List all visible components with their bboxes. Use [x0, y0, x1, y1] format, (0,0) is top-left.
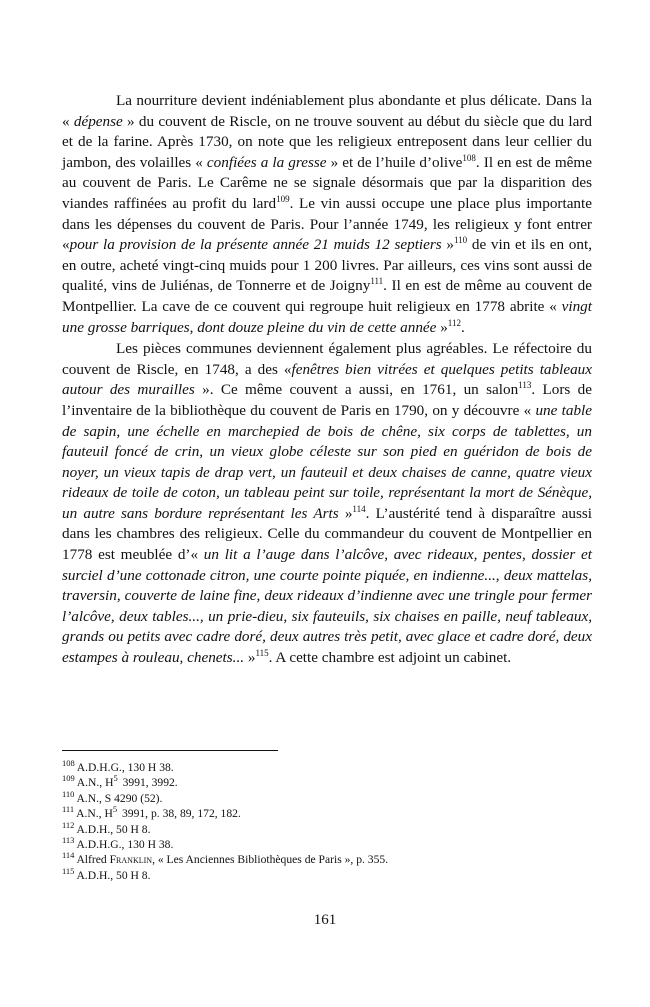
note-reference: 113 — [518, 380, 532, 391]
text-run: Les pièces communes deviennent également plus agréables. Le réfectoire du couvent de Riscle, en 1748, a des « — [62, 340, 592, 378]
footnote — [62, 865, 592, 883]
footnote-number: 112 — [62, 819, 75, 830]
footnote-text — [76, 804, 241, 821]
note-reference: 110 — [454, 235, 468, 246]
footnote-number: 113 — [62, 835, 75, 846]
text-run: A.D.H., 50 H 8. — [76, 822, 151, 836]
footnotes — [62, 760, 592, 883]
quotation-italic: fenêtres bien vitrées et quelques petits tableaux autour des murailles — [62, 360, 592, 399]
footnote-text — [77, 761, 174, 774]
text-run: » — [338, 504, 353, 522]
text-run: » et de l’huile d’olive — [326, 153, 463, 171]
quotation-italic: une table de sapin, une échelle en marchepied de bois de chêne, six corps de tablettes, un fauteuil foncé de crin, un vieux globe céleste sur son pied en guéridon de bois de noyer, un vieux tapis de drap vert, un fauteuil et deux chaises de canne, quatre vieux rideaux de toile de coton, un tableau peint sur toile, représentant la mort de Sénèque, un autre sans bordure représentant les Arts — [62, 401, 592, 522]
text-run: Alfred — [76, 853, 110, 867]
text-run: A.D.H.G., 130 H 38. — [76, 838, 174, 852]
footnote-number: 109 — [62, 773, 75, 784]
footnote — [62, 788, 592, 806]
note-reference: 109 — [276, 193, 290, 204]
quotation-italic: pour la provision de la présente année 21 muids 12 septiers — [69, 236, 442, 254]
text-run: La nourriture devient indéniablement plus abondante et plus délicate. Dans la « — [62, 92, 592, 130]
text-run: de vin et ils en ont, en outre, acheté vingt-cinq muids pour 1 200 livres. Par ailleurs, ces vins sont aussi de qualité, vins de Juliénas, de Tonnerre et de Joigny — [62, 236, 592, 295]
page-number: 161 — [313, 912, 337, 928]
footnote — [62, 806, 592, 821]
footnote-text — [76, 853, 388, 866]
quotation-italic: un lit a l’auge dans l’alcôve, avec rideaux, pentes, dossier et surciel d’une cottonade citron, une courte pointe piquée, en indienne..., deux mattelas, traversin, couverte de laine fine, deux rideaux d’indienne avec une tringle pour fermer l’alcôve, deux tables..., un prie-dieu, six fauteuils, six chaises en paille, neuf tableaux, grands ou petits avec cadre doré, deux autres très petit, avec glace et cadre doré, deux estampes à rouleau, chenets... — [62, 546, 593, 667]
note-reference: 115 — [255, 648, 269, 659]
text-run: . Lors de l’inventaire de la bibliothèque du couvent de Paris en 1790, on y découvre « — [62, 381, 592, 419]
text-run: A.D.H., 50 H 8. — [76, 868, 151, 882]
note-reference: 5 — [112, 804, 118, 815]
text-run: ». Ce même couvent a aussi, en 1761, un salon — [194, 381, 519, 399]
note-reference: 112 — [447, 317, 461, 328]
footnote — [62, 760, 592, 775]
quotation-italic: vingt une grosse barriques, dont douze pleine du vin de cette année — [62, 297, 592, 336]
text-run: » — [436, 318, 448, 336]
text-run: . Le vin aussi occupe une place plus importante dans les dépenses du couvent de Paris. Pour l’année 1749, les religieux y font entrer « — [62, 194, 592, 254]
footnote-number: 114 — [62, 850, 75, 861]
text-run: » — [441, 236, 455, 254]
text-run: A.N., H — [76, 807, 113, 821]
text-run: A.N., H — [76, 776, 114, 790]
text-run: 3991, 3992. — [119, 776, 178, 790]
note-reference: 108 — [462, 152, 476, 163]
paragraph — [62, 339, 592, 669]
text-run: A.N., S 4290 (52). — [76, 791, 163, 805]
footnote — [62, 775, 592, 790]
author-name: Franklin — [109, 853, 153, 867]
paragraph — [62, 91, 592, 338]
quotation-italic: confiées a la gresse — [206, 153, 327, 171]
note-reference: 114 — [352, 503, 366, 514]
text-run: 3991, p. 38, 89, 172, 182. — [119, 807, 241, 821]
footnote-text — [76, 823, 150, 836]
note-reference: 111 — [370, 276, 384, 287]
text-run: » — [244, 649, 256, 667]
text-run: » du couvent de Riscle, on ne trouve souvent au début du siècle que du lard et de la farine. Après 1730, on note que les religieux entreposent dans leur cellier du jambon, des volailles « — [62, 112, 592, 171]
text-run: . L’austérité tend à disparaître aussi dans les chambres des religieux. Celle du commandeur du couvent de Montpellier en 1778 est meublée d’« — [62, 504, 592, 564]
footnote — [62, 819, 592, 837]
text-run: , « Les Anciennes Bibliothèques de Paris », p. 355. — [152, 853, 389, 867]
footnote-separator — [62, 750, 278, 751]
text-run: A.D.H.G., 130 H 38. — [76, 761, 174, 774]
text-run: . A cette chambre est adjoint un cabinet. — [268, 649, 512, 667]
quotation-italic: dépense — [73, 112, 123, 130]
footnote — [62, 837, 592, 852]
text-run: . Il en est de même au couvent de Paris. Le Carême ne se signale désormais que par la disparition des viandes raffinées au profit du lard — [62, 153, 592, 212]
page-body — [62, 91, 592, 669]
footnote-text — [76, 869, 150, 882]
text-run: . Il en est de même au couvent de Montpellier. La cave de ce couvent qui regroupe huit religieux en 1778 abrite « — [62, 277, 592, 315]
footnote-text — [76, 773, 178, 790]
footnote-number: 115 — [62, 865, 75, 876]
text-run: . — [460, 318, 465, 336]
footnote — [62, 852, 592, 867]
footnote-number: 108 — [62, 758, 75, 768]
note-reference: 5 — [113, 773, 118, 784]
footnote-text — [76, 792, 162, 805]
footnote-text — [76, 838, 173, 851]
footnote-number: 110 — [62, 788, 75, 799]
footnote-number: 111 — [62, 804, 75, 815]
